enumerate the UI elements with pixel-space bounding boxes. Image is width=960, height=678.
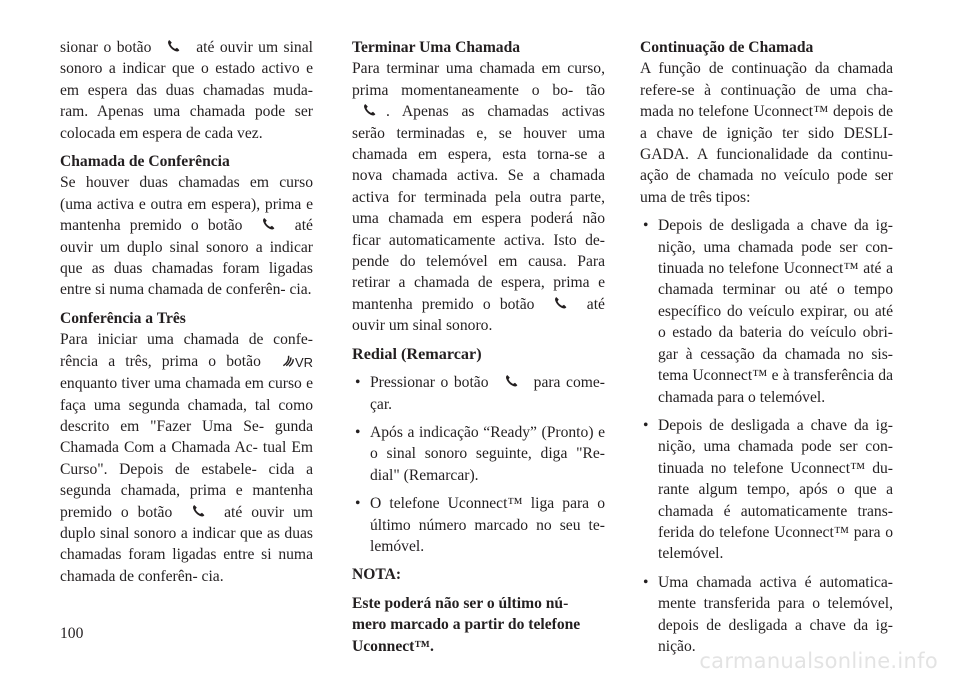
- list-item: • Uma chamada activa é automatica- mente transferida para o telemóvel, depois de desligada a chave da ig- nição.: [643, 573, 893, 655]
- phone-icon: [181, 503, 215, 517]
- list-item: • Depois de desligada a chave da ig- nição, uma chamada pode ser con- tinuada no telefone Uconnect™ até a chamada terminar ou até o tempo específico do veículo expirar, ou até o estado da bateria do veículo obri- gar à cessação da chamada no sis- tema Uconnect™ e à transferência da chamada para o telemóvel.: [643, 217, 893, 406]
- paragraph: Para terminar uma chamada em curso, prima momentaneamente o bo- tão . Apenas as chamadas activas serão terminadas e, se houver uma chamada em espera, esta torna-se a nova chamada activa. Se a chamada activa for terminada pela outra parte, uma chamada em espera poderá não ficar automaticamente activa. Isto de- pende do telemóvel em causa. Para retirar a chamada de espera, prima e mantenha premido o botão até ouvir um sinal sonoro.: [352, 60, 605, 335]
- list-item: • O telefone Uconnect™ liga para o último número marcado no seu te- lemóvel.: [355, 495, 605, 555]
- phone-icon: [352, 102, 386, 116]
- section-heading: Continuação de Chamada: [640, 39, 814, 56]
- list-item: • Depois de desligada a chave da ig- nição, uma chamada pode ser con- tinuada no telefone Uconnect™ du- rante algum tempo, após o que a chamada é automaticamente trans- ferida do telefone Uconnect™ para o telemóvel.: [643, 416, 893, 563]
- column-middle: [352, 37, 605, 657]
- watermark: carmanualsonline.info: [699, 649, 938, 673]
- phone-icon: [494, 373, 528, 387]
- paragraph: Se houver duas chamadas em curso (uma activa e outra em espera), prima e mantenha premido o botão até ouvir um duplo sinal sonoro a indicar que as duas chamadas foram ligadas entre si numa chamada de conferên- cia.: [60, 174, 313, 299]
- paragraph: A função de continuação da chamada refere-se à continuação de uma cha- mada no telefone Uconnect™ depois de a chave de ignição ter sido DESLI- GADA. A funcionalidade da continu- ação de chamada no veículo pode ser uma de três tipos:: [640, 60, 893, 206]
- section-heading: Conferência a Três: [60, 309, 186, 327]
- page-number: 100: [60, 625, 84, 642]
- list-item: • Após a indicação “Ready” (Pronto) e o sinal sonoro seguinte, diga "Re- dial" (Remarcar).: [355, 423, 605, 484]
- section-heading: Chamada de Conferência: [60, 153, 230, 171]
- voice-recognition-icon: [271, 352, 313, 373]
- paragraph: Para iniciar uma chamada de confe- rência a três, prima o botão VR enquanto tiver uma chamada em curso e faça uma segunda chamada, tal como descrito em "Fazer Uma Se- gunda Chamada Com a Chamada Ac- tual Em Curso". Depois de estabele- cida a segunda chamada, prima e mantenha premido o botão até ouvir um duplo sinal sonoro a indicar que as duas chamadas foram ligadas entre si numa chamada de conferên- cia.: [60, 331, 313, 585]
- list-item: • Pressionar o botão para come- çar.: [355, 374, 605, 413]
- vr-label: VR: [294, 354, 313, 370]
- bullet: •: [355, 495, 361, 513]
- note-label: NOTA:: [352, 566, 402, 584]
- paragraph: sionar o botão até ouvir um sinal sonoro a indicar que o estado activo e em espera das duas chamadas muda- ram. Apenas uma chamada pode ser colocada em espera de cada vez.: [60, 39, 313, 142]
- bullet: •: [643, 416, 649, 434]
- column-right: [640, 37, 893, 657]
- section-heading: Terminar Uma Chamada: [352, 39, 521, 56]
- section-heading: Redial (Remarcar): [352, 344, 482, 363]
- phone-icon: [544, 295, 578, 309]
- phone-icon: [157, 38, 191, 52]
- bullet: •: [643, 573, 649, 591]
- bullet: •: [355, 374, 361, 392]
- phone-icon: [252, 216, 286, 230]
- note-text: Este poderá não ser o último nú- mero marcado a partir do telefone Uconnect™.: [352, 594, 581, 655]
- bullet: •: [355, 423, 361, 441]
- column-left: [60, 37, 313, 587]
- bullet: •: [643, 217, 649, 235]
